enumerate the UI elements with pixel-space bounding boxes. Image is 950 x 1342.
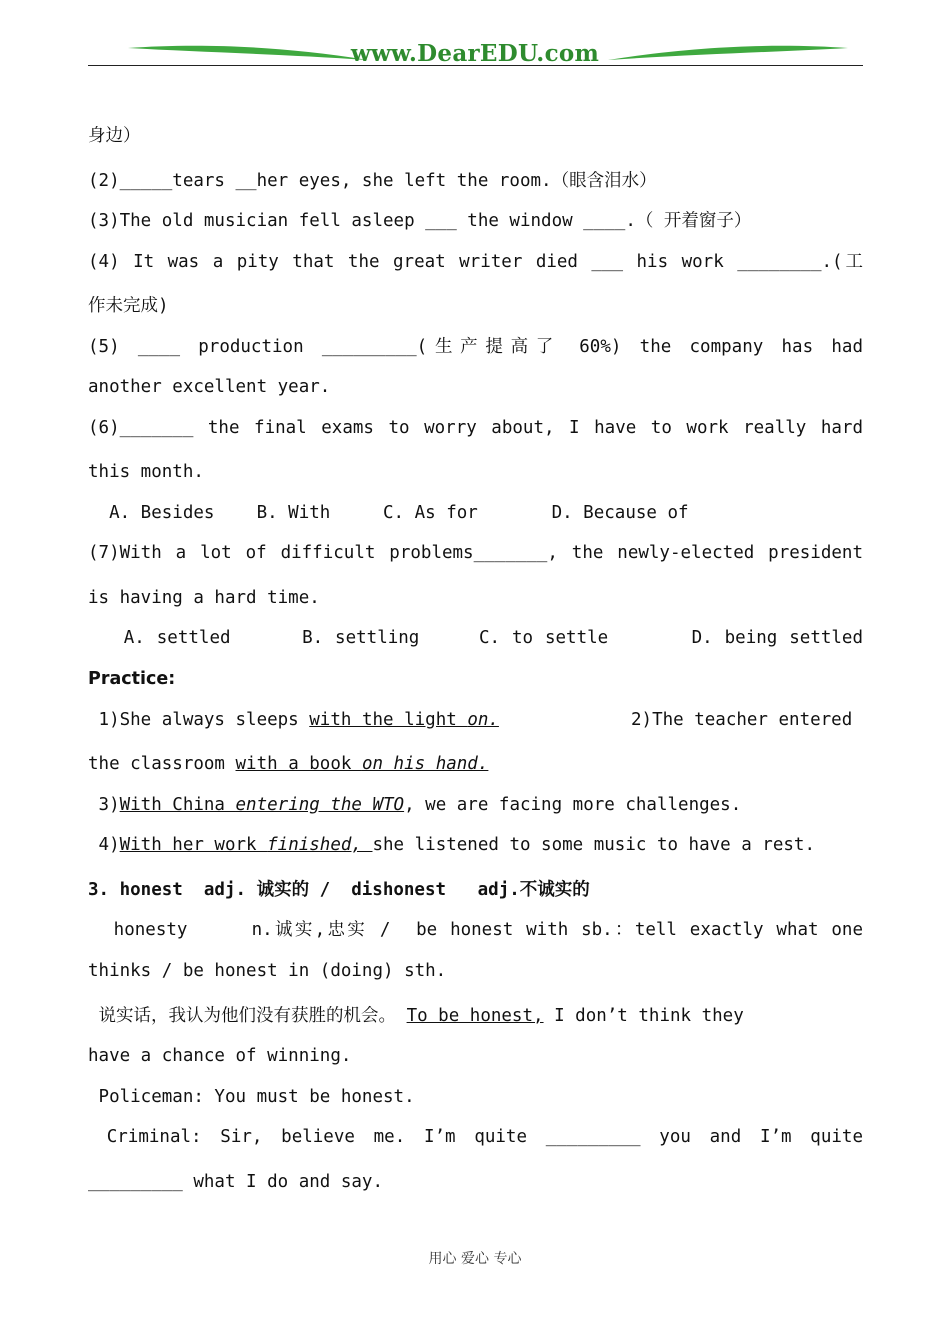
left-swoosh-decoration <box>128 42 368 66</box>
text-span: I don’t think they <box>543 1006 744 1026</box>
text-span: the classroom <box>88 754 236 774</box>
text-span: 1)She always sleeps <box>88 710 310 730</box>
underlined-phrase: With her work <box>119 835 268 855</box>
text-span: she listened to some music to have a rest. <box>372 835 815 855</box>
vocab-definition: honesty n.诚实,忠实 / be honest with sb.：tell exactly what one <box>88 920 863 940</box>
choices-7: A. settled B. settling C. to settle D. being settled <box>88 628 863 648</box>
exercise-7: (7)With a lot of difficult problems_______, the newly-elected president <box>88 543 863 563</box>
practice-2 <box>88 754 488 774</box>
practice-3 <box>88 795 741 815</box>
text-line: 身边） <box>88 126 141 146</box>
underlined-phrase: with a book <box>235 754 362 774</box>
text-span: 3) <box>88 795 120 815</box>
exercise-2: (2)_____tears __her eyes, she left the room.（眼含泪水） <box>88 171 657 191</box>
text-line: _________ what I do and say. <box>88 1172 384 1192</box>
text-line: thinks / be honest in (doing) sth. <box>88 961 447 981</box>
exercise-6: (6)_______ the final exams to worry about, I have to work really hard <box>88 418 863 438</box>
practice-2-start: 2)The teacher entered <box>631 710 853 730</box>
underlined-italic-phrase: on his hand. <box>361 754 489 774</box>
practice-1 <box>88 710 499 730</box>
right-swoosh-decoration <box>608 42 848 66</box>
header-rule <box>88 65 863 66</box>
site-logo: www.DearEDU.com <box>350 40 600 67</box>
exercise-3: (3)The old musician fell asleep ___ the window ____.（ 开着窗子） <box>88 211 752 231</box>
section-heading: Practice: <box>88 669 176 689</box>
text-span: , we are facing more challenges. <box>404 795 742 815</box>
underlined-italic-phrase: finished, <box>267 835 373 855</box>
choices-6: A. Besides B. With C. As for D. Because of <box>88 503 689 523</box>
page-footer: 用心 爱心 专心 <box>428 1251 522 1267</box>
page-header <box>88 36 863 70</box>
text-line: another excellent year. <box>88 377 331 397</box>
text-line: 作未完成) <box>88 296 169 316</box>
example-sentence <box>88 1002 744 1027</box>
text-line: this month. <box>88 462 204 482</box>
practice-4 <box>88 835 815 855</box>
underlined-italic-phrase: on. <box>467 710 499 730</box>
text-line: have a chance of winning. <box>88 1046 352 1066</box>
underlined-italic-phrase: entering the WTO <box>235 795 405 815</box>
dialogue-line: Criminal: Sir, believe me. I’m quite _________ you and I’m quite <box>88 1127 863 1147</box>
exercise-5: (5) ____ production _________(生产提高了 60%) the company has had <box>88 337 863 357</box>
underlined-phrase: with the light <box>309 710 468 730</box>
text-span: 4) <box>88 835 120 855</box>
vocab-heading: 3. honest adj. 诚实的 / dishonest adj.不诚实的 <box>88 880 590 900</box>
text-span: 说实话，我认为他们没有获胜的机会。 <box>88 1006 407 1026</box>
underlined-phrase: With China <box>119 795 236 815</box>
dialogue-line: Policeman: You must be honest. <box>88 1087 415 1107</box>
text-line: is having a hard time. <box>88 588 320 608</box>
underlined-phrase: To be honest, <box>406 1006 544 1026</box>
exercise-4: (4) It was a pity that the great writer died ___ his work ________.(工 <box>88 252 863 272</box>
